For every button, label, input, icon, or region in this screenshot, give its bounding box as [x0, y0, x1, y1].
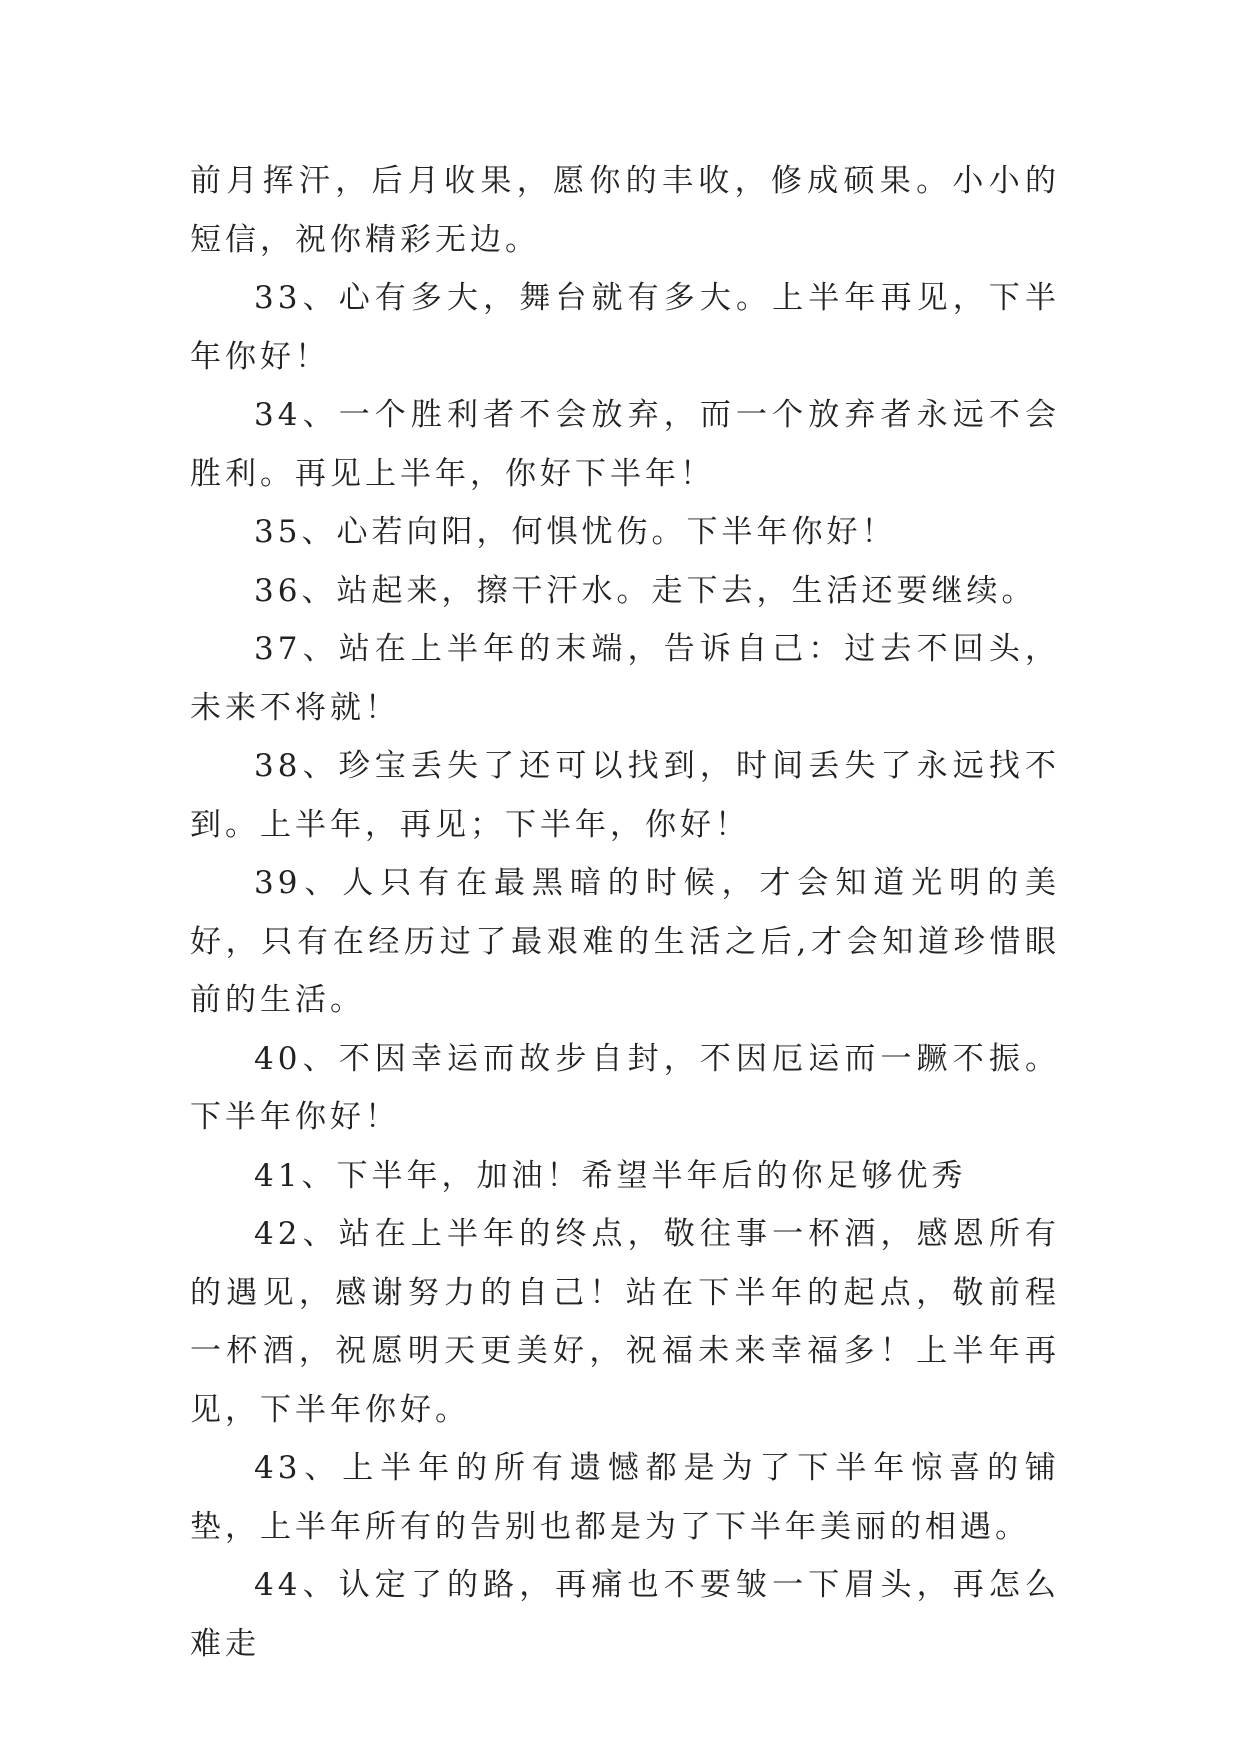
- paragraph-item-42: 42、站在上半年的终点，敬往事一杯酒，感恩所有的遇见，感谢努力的自己！站在下半年的起点，敬前程一杯酒，祝愿明天更美好，祝福未来幸福多！上半年再见，下半年你好。: [190, 1216, 1060, 1428]
- paragraph-item-41: 41、下半年，加油！希望半年后的你足够优秀: [254, 1157, 967, 1194]
- paragraph-item-34: 34、一个胜利者不会放弃，而一个放弃者永远不会胜利。再见上半年，你好下半年！: [190, 397, 1060, 492]
- paragraph-item-40: 40、不因幸运而故步自封，不因厄运而一蹶不振。下半年你好！: [190, 1040, 1060, 1135]
- document-body: [190, 152, 1060, 1673]
- paragraph-continuation: 前月挥汗，后月收果，愿你的丰收，修成硕果。小小的短信，祝你精彩无边。: [190, 163, 1060, 258]
- paragraph-item-37: 37、站在上半年的末端，告诉自己：过去不回头，未来不将就！: [190, 631, 1060, 726]
- paragraph-item-38: 38、珍宝丢失了还可以找到，时间丢失了永远找不到。上半年，再见；下半年，你好！: [190, 748, 1060, 843]
- paragraph-item-33: 33、心有多大，舞台就有多大。上半年再见，下半年你好！: [190, 280, 1060, 375]
- paragraph-item-35: 35、心若向阳，何惧忧伤。下半年你好！: [254, 514, 897, 550]
- paragraph-item-44: 44、认定了的路，再痛也不要皱一下眉头，再怎么难走: [190, 1567, 1060, 1662]
- paragraph-item-36: 36、站起来，擦干汗水。走下去，生活还要继续。: [254, 572, 1037, 609]
- paragraph-item-39: 39、人只有在最黑暗的时候，才会知道光明的美好，只有在经历过了最艰难的生活之后,才会知道珍惜眼前的生活。: [190, 865, 1060, 1018]
- paragraph-item-43: 43、上半年的所有遗憾都是为了下半年惊喜的铺垫，上半年所有的告别也都是为了下半年美丽的相遇。: [190, 1450, 1060, 1545]
